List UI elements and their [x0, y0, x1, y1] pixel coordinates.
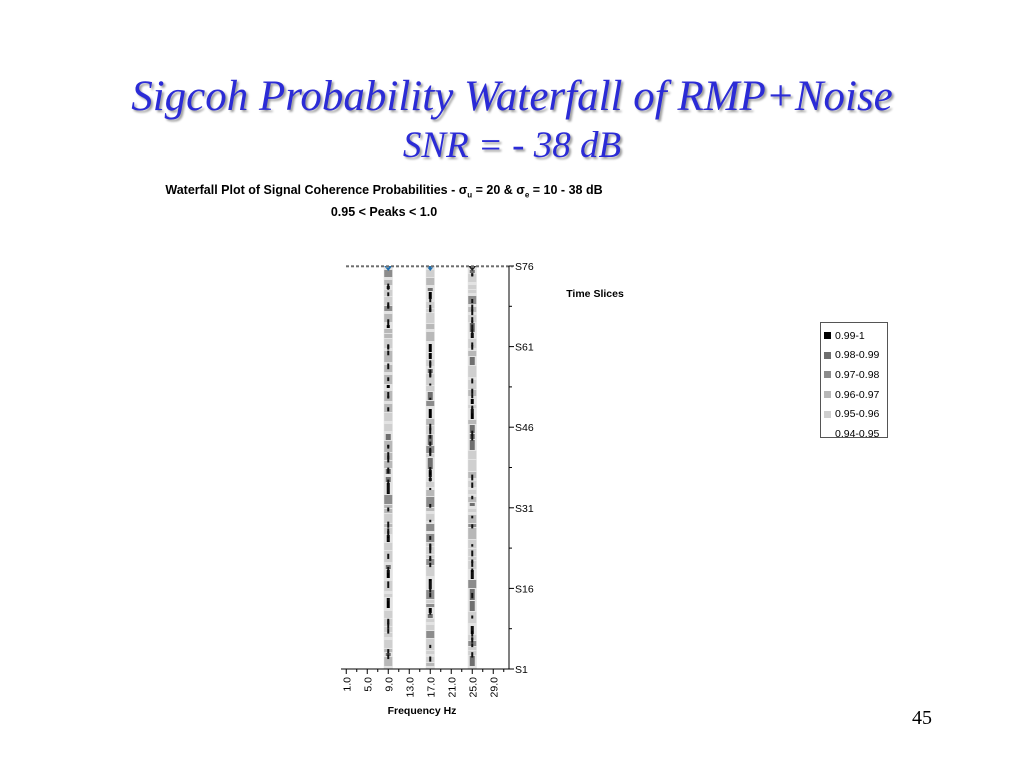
peak-segment: [426, 270, 434, 277]
peak-segment: [470, 357, 475, 365]
peak-core-mark: [429, 504, 431, 508]
slide-subtitle: SNR = - 38 dB: [402, 125, 622, 166]
peak-segment: [384, 413, 392, 421]
y-axis-label: Time Slices: [566, 288, 624, 300]
legend-swatch: [824, 430, 831, 437]
peak-segment: [426, 604, 434, 607]
x-tick-label: 21.0: [446, 677, 459, 698]
legend-swatch: [824, 411, 831, 418]
peak-segment: [384, 334, 392, 338]
peak-core-mark: [429, 369, 431, 372]
y-tick-label: S61: [515, 341, 534, 354]
peak-segment: [426, 332, 434, 341]
peak-core-mark: [429, 488, 431, 490]
peak-core-mark: [471, 626, 473, 631]
chart-subtitle: 0.95 < Peaks < 1.0: [330, 205, 438, 219]
peak-core-mark: [429, 372, 431, 377]
peak-core-mark: [471, 378, 473, 383]
peak-core-mark: [471, 634, 473, 637]
peak-core-mark: [387, 364, 389, 370]
legend-label: 0.97-0.98: [835, 368, 880, 381]
peak-core-mark: [429, 309, 431, 312]
peak-core-mark: [471, 572, 473, 578]
peak-core-mark: [471, 435, 473, 441]
peak-segment: [429, 344, 432, 352]
peak-segment: [426, 625, 434, 630]
x-tick-label: 9.0: [383, 677, 396, 692]
peak-segment: [426, 401, 434, 406]
legend-item: [824, 424, 887, 444]
legend-label: 0.99-1: [835, 329, 865, 342]
peak-core-mark: [471, 273, 473, 276]
peak-core-mark: [387, 507, 389, 511]
peak-segment: [470, 440, 475, 450]
peak-core-mark: [471, 569, 473, 571]
peak-core-mark: [429, 467, 431, 471]
peak-core-mark: [471, 482, 473, 487]
peak-core-mark: [471, 406, 473, 412]
peak-core-mark: [471, 615, 473, 618]
peak-core-mark: [429, 428, 431, 434]
peak-core-mark: [471, 299, 473, 303]
peak-core-mark: [387, 286, 389, 290]
peak-segment: [426, 482, 434, 487]
slide-number: 45: [912, 707, 932, 729]
peak-core-mark: [387, 344, 389, 349]
peak-core-mark: [471, 643, 473, 647]
peak-segment: [426, 566, 434, 576]
peak-core-mark: [471, 496, 473, 499]
peak-segment: [426, 600, 434, 603]
legend-swatch: [824, 352, 831, 359]
peak-segment: [426, 278, 434, 285]
peak-core-mark: [429, 362, 431, 366]
peak-segment: [468, 528, 476, 539]
x-axis-label: Frequency Hz: [387, 705, 457, 717]
slide-title: Sigcoh Probability Waterfall of RMP+Noise: [131, 73, 893, 120]
x-tick-label: 13.0: [404, 677, 417, 698]
peak-segment: [426, 524, 434, 531]
peak-core-mark: [429, 563, 431, 567]
x-tick-label: 5.0: [362, 677, 375, 692]
peak-segment: [387, 385, 390, 388]
peak-segment: [384, 495, 392, 504]
peak-core-mark: [387, 469, 389, 473]
peak-core-mark: [471, 637, 473, 640]
peak-segment: [468, 490, 476, 494]
peak-segment: [429, 409, 432, 418]
peak-segment: [468, 540, 476, 548]
peak-core-mark: [429, 435, 431, 439]
peak-segment: [426, 324, 434, 329]
peak-core-mark: [387, 445, 389, 447]
y-tick-label: S76: [515, 261, 534, 273]
peak-core-mark: [429, 475, 431, 481]
peak-core-mark: [471, 561, 473, 566]
peak-core-mark: [387, 581, 389, 588]
peak-core-mark: [387, 531, 389, 534]
sigma-u-subscript: u: [467, 190, 473, 200]
sigma-e-symbol: σ: [516, 183, 525, 197]
legend-label: 0.96-0.97: [835, 388, 880, 401]
peak-core-mark: [387, 319, 389, 325]
legend-swatch: [824, 332, 831, 339]
x-tick-label: 29.0: [488, 677, 501, 698]
legend-label: 0.98-0.99: [835, 349, 880, 362]
peak-segment: [468, 580, 476, 588]
legend-swatch: [824, 391, 831, 398]
peak-core-mark: [387, 351, 389, 356]
peak-core-mark: [387, 654, 389, 659]
peak-segment: [471, 399, 474, 404]
peak-core-mark: [387, 392, 389, 399]
peak-core-mark: [387, 292, 389, 296]
peak-core-mark: [429, 398, 431, 400]
legend-item: [824, 385, 887, 405]
peak-segment: [468, 351, 476, 356]
peak-segment: [468, 460, 476, 471]
peak-segment: [384, 543, 392, 550]
chart-title-prefix: Waterfall Plot of Signal Coherence Probabilities -: [165, 183, 459, 197]
legend-item: [824, 404, 887, 424]
peak-segment: [429, 353, 432, 359]
peak-core-mark: [387, 522, 389, 528]
peak-segment: [384, 270, 392, 277]
peak-core-mark: [429, 585, 431, 590]
legend-item: [824, 346, 887, 366]
peak-core-mark: [429, 520, 431, 522]
peak-core-mark: [471, 544, 473, 546]
x-tick-label: 17.0: [425, 677, 438, 698]
y-tick-label: S1: [515, 664, 528, 676]
peak-segment: [468, 366, 476, 377]
peak-segment: [429, 292, 432, 299]
peak-core-mark: [387, 623, 389, 628]
sigma-u-value: = 20 &: [472, 183, 517, 197]
peak-core-mark: [471, 550, 473, 556]
peak-segment: [470, 503, 475, 506]
sigma-e-value: = 10 - 38 dB: [529, 183, 603, 197]
peak-segment: [426, 631, 434, 638]
peak-segment: [468, 647, 476, 650]
peak-core-mark: [471, 516, 473, 519]
sigma-u-symbol: σ: [458, 183, 468, 197]
legend-item: [824, 365, 887, 385]
peak-segment: [426, 619, 434, 622]
y-tick-label: S46: [515, 422, 534, 435]
peak-core-mark: [387, 455, 389, 462]
peak-core-mark: [471, 652, 473, 657]
x-tick-label: 25.0: [467, 677, 480, 698]
peak-segment: [384, 424, 392, 431]
peak-core-mark: [471, 305, 473, 311]
peak-core-mark: [471, 524, 473, 528]
peak-core-mark: [387, 486, 389, 493]
peak-segment: [468, 290, 476, 293]
peak-core-mark: [429, 593, 431, 597]
legend-swatch: [824, 371, 831, 378]
legend-label: 0.94-0.95: [835, 427, 880, 440]
peak-segment: [384, 329, 392, 333]
peak-core-mark: [387, 377, 389, 381]
peak-segment: [426, 651, 434, 654]
peak-core-mark: [429, 384, 431, 386]
peak-segment: [386, 434, 391, 440]
peak-core-mark: [429, 645, 431, 648]
peak-core-mark: [471, 345, 473, 350]
peak-segment: [468, 451, 476, 459]
peak-segment: [384, 594, 392, 597]
peak-segment: [384, 640, 392, 648]
y-tick-label: S31: [515, 502, 534, 515]
peak-core-mark: [387, 538, 389, 541]
peak-core-mark: [471, 333, 473, 336]
sigma-e-subscript: e: [524, 190, 530, 200]
peak-core-mark: [429, 556, 431, 561]
peak-core-mark: [387, 407, 389, 411]
legend-item: [824, 326, 887, 346]
peak-segment: [468, 420, 476, 424]
peak-core-mark: [471, 317, 473, 322]
peak-core-mark: [387, 598, 389, 601]
peak-core-mark: [429, 448, 431, 452]
peak-core-mark: [429, 536, 431, 540]
peak-segment: [384, 611, 392, 618]
peak-core-mark: [471, 593, 473, 598]
peak-core-mark: [387, 554, 389, 559]
peak-segment: [426, 490, 434, 496]
peak-core-mark: [387, 649, 389, 654]
peak-core-mark: [429, 544, 431, 550]
peak-core-mark: [429, 298, 431, 302]
peak-core-mark: [387, 480, 389, 484]
peak-core-mark: [387, 305, 389, 308]
chart-legend: [820, 322, 888, 438]
peak-segment: [426, 663, 434, 666]
peak-core-mark: [471, 389, 473, 394]
peak-core-mark: [471, 325, 473, 331]
y-tick-label: S16: [515, 583, 534, 596]
peak-segment: [468, 285, 476, 289]
peak-segment: [426, 639, 434, 650]
peak-segment: [470, 601, 475, 611]
peak-segment: [428, 288, 433, 291]
peak-core-mark: [429, 657, 431, 662]
peak-segment: [426, 313, 434, 323]
peak-core-mark: [471, 475, 473, 481]
peak-core-mark: [471, 394, 473, 398]
peak-segment: [426, 508, 434, 511]
x-tick-label: 1.0: [341, 677, 354, 692]
peak-core-mark: [387, 628, 389, 633]
peak-core-mark: [429, 442, 431, 446]
peak-segment: [468, 509, 476, 512]
peak-core-mark: [429, 612, 431, 615]
peak-segment: [426, 386, 434, 391]
legend-label: 0.95-0.96: [835, 408, 880, 421]
peak-core-mark: [387, 567, 389, 573]
peak-core-mark: [429, 366, 431, 368]
